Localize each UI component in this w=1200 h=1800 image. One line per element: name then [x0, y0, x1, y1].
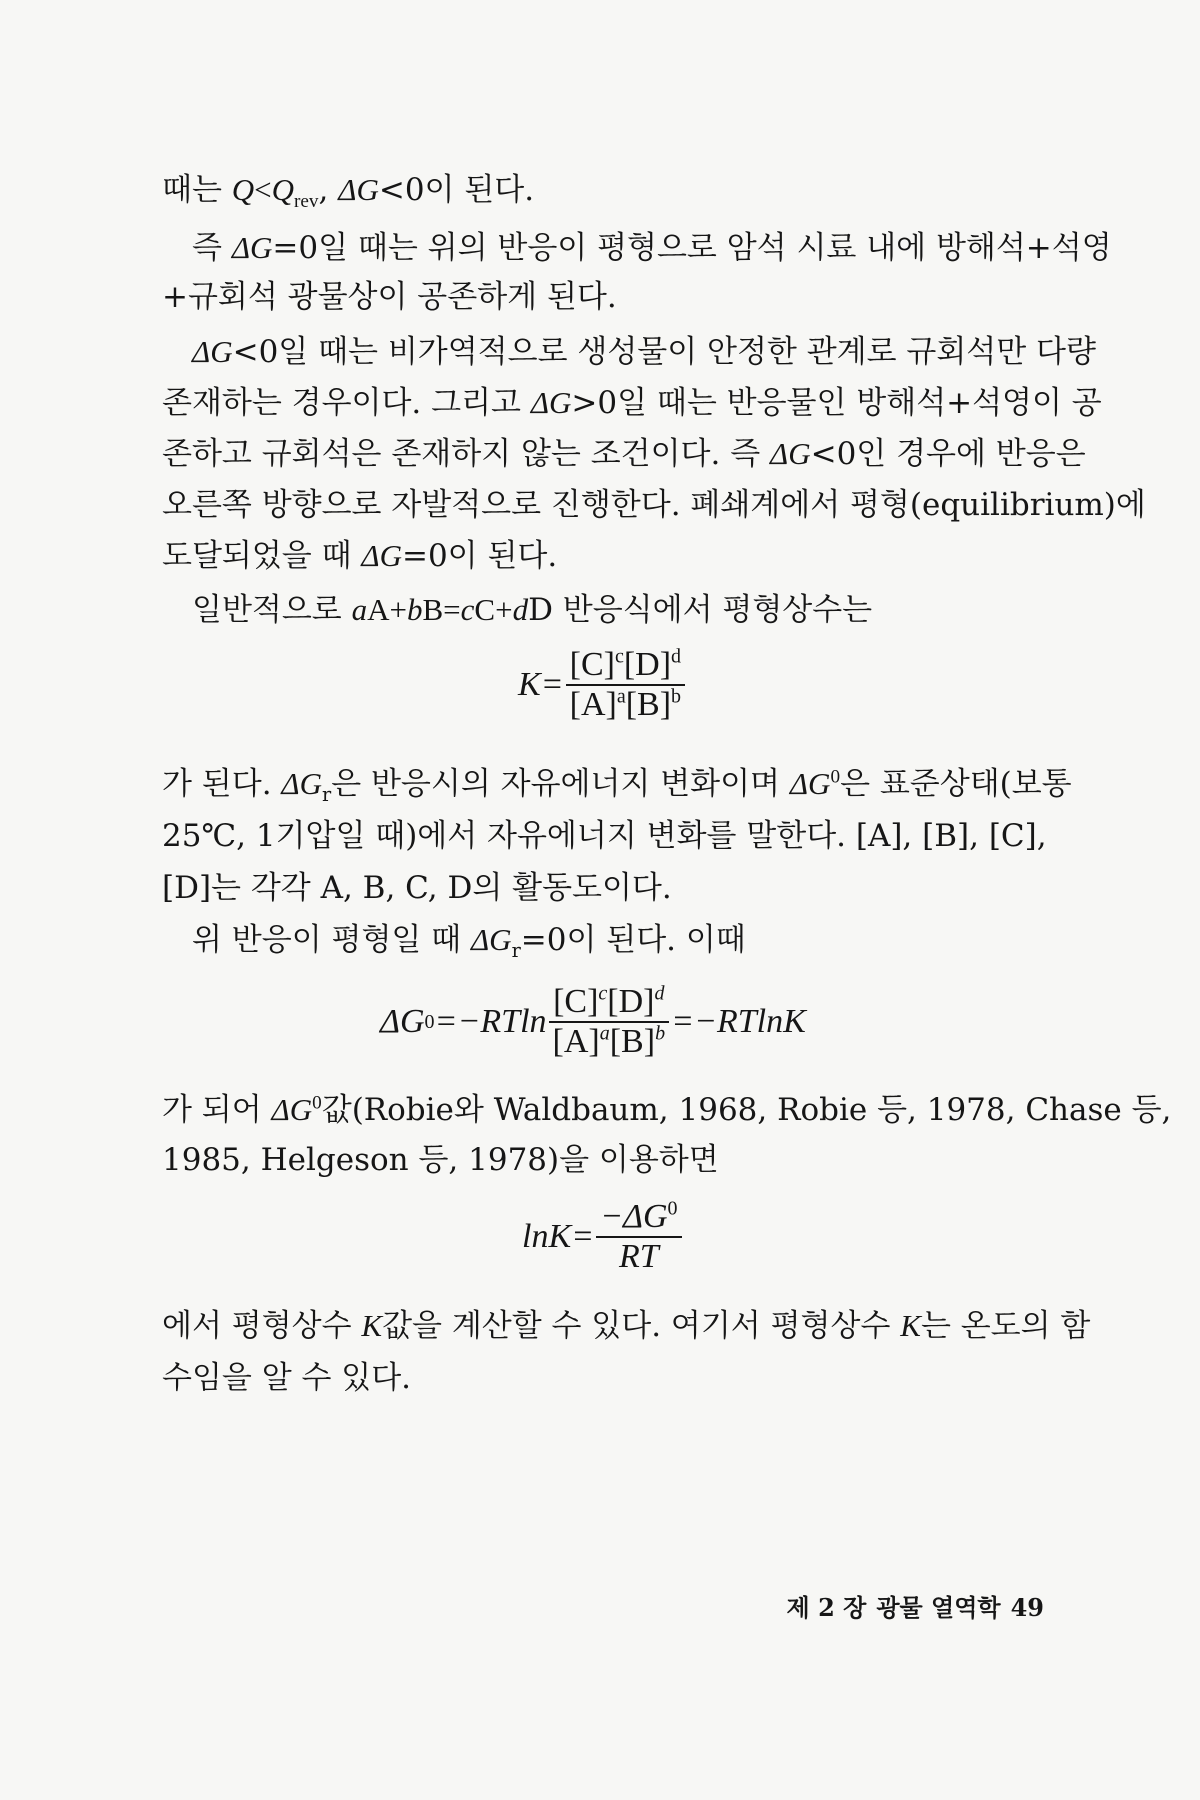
equation-ln-k [522, 1197, 684, 1275]
text: 1985, Helgeson 등, 1978)을 이용하면 [162, 1142, 719, 1178]
text-line [162, 1358, 1042, 1398]
text: <0일 때는 비가역적으로 생성물이 안정한 관계로 규회석만 다량 [232, 334, 1096, 370]
chapter-title: 광물 열역학 [876, 1593, 1001, 1622]
var-delta-g: ΔG [770, 436, 811, 471]
var-delta-g: ΔG [789, 766, 831, 801]
text: 존재하는 경우이다. 그리고 [162, 385, 531, 421]
text: 도달되었을 때 [162, 538, 362, 574]
numerator: $[C]^c[D]^d$ [549, 985, 668, 1023]
text: >0일 때는 반응물인 방해석+석영이 공 [571, 385, 1102, 421]
fraction [596, 1197, 681, 1275]
denominator: RT [618, 1238, 659, 1275]
text: B= [422, 592, 461, 627]
coef-d: d [512, 592, 529, 627]
page-number: 49 [1010, 1593, 1044, 1622]
text: , [318, 172, 339, 208]
denominator: $[A]^a[B]^b$ [552, 1022, 666, 1060]
text-line [162, 764, 1072, 807]
text: 때는 [162, 172, 232, 208]
text-line [162, 536, 1042, 576]
text-line [162, 277, 1042, 317]
var-k: K [361, 1308, 383, 1343]
var-delta-g: ΔG [231, 230, 273, 265]
text: 은 반응시의 자유에너지 변화이며 [331, 766, 790, 802]
superscript-zero: 0 [312, 1092, 322, 1114]
text: 일반적으로 [192, 592, 352, 628]
text-line [162, 383, 1102, 423]
text: +규회석 광물상이 공존하게 된다. [162, 279, 617, 315]
text-line [162, 170, 1042, 213]
equation-equilibrium-constant [518, 645, 687, 723]
text: 위 반응이 평형일 때 [192, 922, 471, 958]
var-delta-g: ΔG [281, 766, 322, 801]
text-line [162, 1306, 1091, 1346]
text: 즉 [192, 230, 232, 266]
coef-a: a [351, 592, 368, 627]
text-line [192, 332, 1096, 372]
text: [D]는 각각 A, B, C, D의 활동도이다. [162, 870, 672, 906]
eq-lhs: K= [518, 666, 564, 703]
text: 존하고 규회석은 존재하지 않는 조건이다. 즉 [162, 436, 771, 472]
coef-b: b [406, 592, 423, 627]
numerator: $[C]^c[D]^d$ [566, 648, 685, 686]
var-delta-g: ΔG [192, 334, 233, 369]
text: =0이 된다. [401, 538, 558, 574]
superscript-zero: 0 [830, 766, 841, 788]
denominator: $[A]^a[B]^b$ [569, 685, 682, 723]
var-q: Q [271, 172, 295, 207]
text-line [192, 590, 1042, 630]
fraction [566, 645, 685, 723]
text: C+ [474, 592, 513, 627]
text: 가 된다. [162, 766, 282, 802]
text: 수임을 알 수 있다. [162, 1360, 412, 1396]
var-delta-g: ΔG [271, 1092, 313, 1127]
text-line [162, 485, 1146, 525]
numerator: $-\Delta G^0$ [596, 1200, 681, 1238]
text: 은 표준상태(보통 [840, 766, 1072, 802]
text: 는 온도의 함 [920, 1308, 1091, 1344]
text-line [192, 228, 1112, 268]
fraction [549, 982, 670, 1060]
chapter-label: 제 2 장 [786, 1593, 867, 1622]
text: 가 되어 [162, 1092, 272, 1128]
text: =0이 된다. 이때 [520, 922, 746, 958]
subscript-r: r [322, 783, 332, 807]
text: 25℃, 1기압일 때)에서 자유에너지 변화를 말한다. [A], [B], [C], [162, 818, 1047, 854]
page-footer [777, 1588, 1044, 1623]
text: 값(Robie와 Waldbaum, 1968, Robie 등, 1978, Chase 등, [321, 1092, 1172, 1128]
text-line [162, 1090, 1172, 1130]
text-line [162, 434, 1086, 474]
text: D 반응식에서 평형상수는 [528, 592, 873, 628]
text: 값을 계산할 수 있다. 여기서 평형상수 [382, 1308, 901, 1344]
eq-lhs: ΔG [380, 1003, 425, 1040]
var-delta-g: ΔG [361, 538, 402, 573]
text-line [162, 816, 1047, 856]
var-q: Q [231, 172, 255, 207]
var-delta-g: ΔG [470, 922, 512, 957]
less-than: < [254, 172, 272, 207]
subscript-r: r [511, 939, 521, 963]
var-delta-g: ΔG [530, 385, 572, 420]
subscript-rev: rev [294, 191, 319, 213]
eq-lhs: lnK= [522, 1218, 595, 1255]
eq-mid: =−RTln [434, 1003, 547, 1040]
text: 에서 평형상수 [162, 1308, 362, 1344]
text-line [162, 1140, 1042, 1180]
text: <0이 된다. [378, 172, 535, 208]
text-line [162, 868, 1042, 908]
equation-standard-free-energy: ΔG 0 =−RTln $\frac{[C]^c[D]^d}{[A]^a[B]^b}$ =−RTlnK [380, 982, 806, 1060]
text-line [192, 920, 1042, 963]
text: =0일 때는 위의 반응이 평형으로 암석 시료 내에 방해석+석영 [272, 230, 1112, 266]
var-delta-g: ΔG [338, 172, 379, 207]
text: 오른쪽 방향으로 자발적으로 진행한다. 폐쇄계에서 평형(equilibrium)에 [162, 487, 1146, 523]
eq-rhs: =−RTlnK [671, 1003, 806, 1040]
coef-c: c [460, 592, 475, 627]
var-k: K [900, 1308, 921, 1343]
text: A+ [367, 592, 407, 627]
text: <0인 경우에 반응은 [810, 436, 1086, 472]
